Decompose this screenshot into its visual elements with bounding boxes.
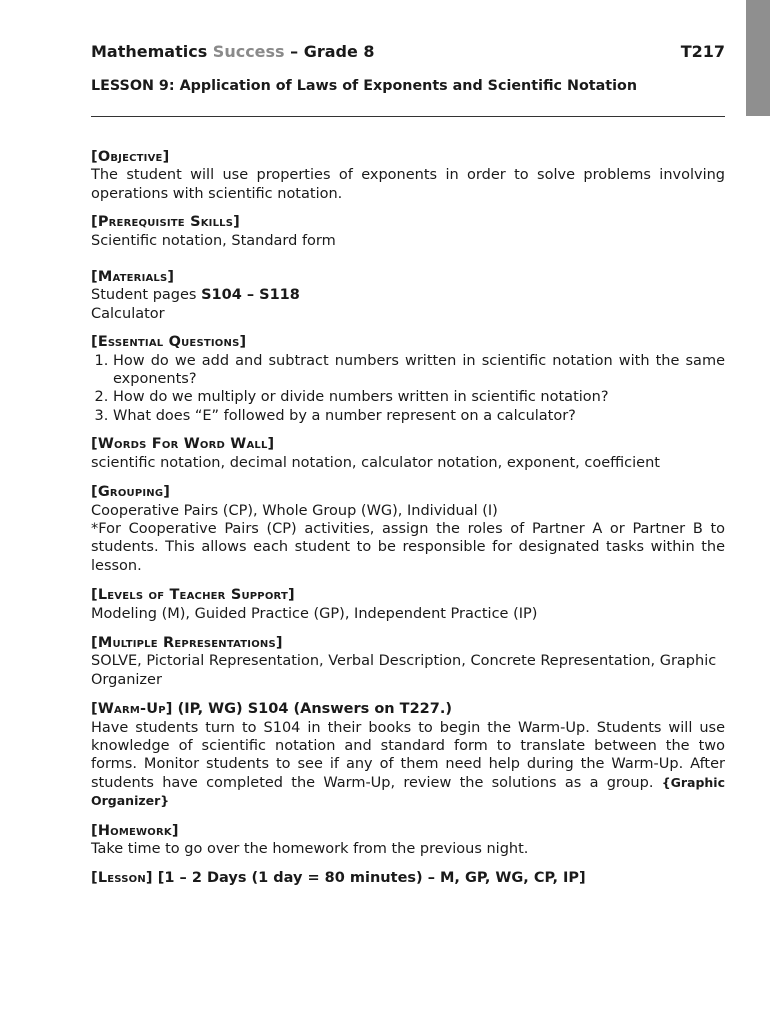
teacher-support-section [91,586,725,623]
lesson-title: LESSON 9: Application of Laws of Exponents and Scientific Notation [91,78,638,94]
objective-section [91,148,725,203]
page-edge-tab [746,0,770,116]
prerequisite-section [91,213,725,250]
list-item: 3. What does “E” followed by a number represent on a calculator? [113,407,725,425]
grouping-line-1: Cooperative Pairs (CP), Whole Group (WG), Individual (I) [91,502,498,519]
grouping-section [91,483,725,575]
warm-up-heading: [Warm-Up] [91,701,173,718]
teacher-support-heading: [Levels of Teacher Support] [91,587,295,604]
materials-heading: [Materials] [91,269,175,286]
warm-up-heading-detail: (IP, WG) S104 (Answers on T227.) [172,701,452,718]
warm-up-text: Have students turn to S104 in their books to begin the Warm-Up. Students will use knowledge of scientific notation and standard form to translate between the two forms. Monitor students to see if any of them need help during the Warm-Up. After students have completed the Warm-Up, review the solutions as a group. [91,719,725,791]
header-title-grade: – Grade 8 [290,42,375,61]
objective-heading: [Objective] [91,149,170,165]
materials-line-2: Calculator [91,305,165,322]
graphic-organizer-tag: {Graphic Organizer} [91,774,725,809]
teacher-support-text: Modeling (M), Guided Practice (GP), Independent Practice (IP) [91,605,538,622]
essential-questions-list [91,352,725,426]
prerequisite-heading: [Prerequisite Skills] [91,214,240,231]
running-header [91,42,725,61]
homework-text: Take time to go over the homework from the previous night. [91,841,529,857]
multiple-representations-text: SOLVE, Pictorial Representation, Verbal Description, Concrete Representation, Graphic Organizer [91,653,717,688]
header-divider [91,116,725,117]
header-title-success: Success [212,42,285,61]
materials-pages: S104 – S118 [201,287,300,304]
homework-section [91,822,725,859]
warm-up-text-block [91,719,725,811]
warm-up-heading-line [91,700,725,718]
lesson-heading: [Lesson] [91,870,153,887]
list-item: 2. How do we multiply or divide numbers written in scientific notation? [113,388,725,406]
word-wall-heading: [Words For Word Wall] [91,436,275,453]
lesson-heading-detail: [1 – 2 Days (1 day = 80 minutes) – M, GP, WG, CP, IP] [152,870,586,887]
warm-up-section [91,700,725,810]
word-wall-text: scientific notation, decimal notation, calculator notation, exponent, coefficient [91,454,660,471]
materials-prefix: Student pages [91,287,202,304]
lesson-section [91,869,725,887]
objective-text: The student will use properties of exponents in order to solve problems involving operations with scientific notation. [91,167,725,202]
header-title-mathematics: Mathematics [91,42,208,61]
multiple-representations-section [91,634,725,689]
grouping-line-2: *For Cooperative Pairs (CP) activities, assign the roles of Partner A or Partner B to students. This allows each student to be responsible for designated tasks within the lesson. [91,520,725,574]
essential-questions-heading: [Essential Questions] [91,334,247,351]
lesson-content [91,148,725,888]
prerequisite-text: Scientific notation, Standard form [91,232,336,249]
list-item: 1. How do we add and subtract numbers written in scientific notation with the same exponents? [113,352,725,389]
multiple-representations-heading: [Multiple Representations] [91,634,283,651]
essential-questions-section [91,333,725,425]
grouping-heading: [Grouping] [91,484,171,501]
page-number: T217 [680,42,725,61]
word-wall-section [91,435,725,472]
lesson-heading-line [91,869,725,887]
homework-heading: [Homework] [91,822,179,839]
materials-line-1 [91,286,725,304]
materials-section [91,268,725,323]
